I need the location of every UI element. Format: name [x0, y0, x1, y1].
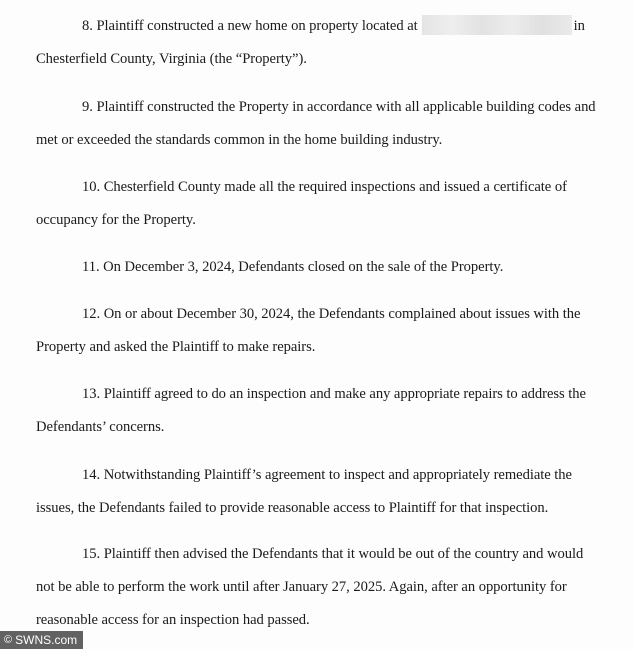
- paragraph-line: Property and asked the Plaintiff to make repairs.: [36, 339, 316, 355]
- paragraph-9: [36, 91, 611, 157]
- paragraph-line: not be able to perform the work until after January 27, 2025. Again, after an opportunity for: [36, 579, 567, 595]
- paragraph-8: [36, 10, 611, 76]
- paragraph-line: 13. Plaintiff agreed to do an inspection and make any appropriate repairs to address the: [82, 386, 586, 402]
- redacted-address: [422, 15, 572, 35]
- swns-watermark: [0, 631, 83, 649]
- paragraph-line: 12. On or about December 30, 2024, the Defendants complained about issues with the: [82, 306, 581, 322]
- paragraph-line: 14. Notwithstanding Plaintiff’s agreement to inspect and appropriately remediate the: [82, 467, 572, 483]
- paragraph-line: 10. Chesterfield County made all the required inspections and issued a certificate of: [82, 179, 567, 195]
- paragraph-13: [36, 378, 611, 444]
- paragraph-line: Chesterfield County, Virginia (the “Property”).: [36, 51, 307, 67]
- paragraph-14: [36, 459, 611, 525]
- paragraph-line: [36, 10, 611, 43]
- paragraph-10: [36, 171, 611, 237]
- watermark-text: SWNS.com: [15, 633, 78, 647]
- paragraph-15: [36, 538, 611, 637]
- paragraph-line: 11. On December 3, 2024, Defendants closed on the sale of the Property.: [82, 259, 504, 275]
- paragraph-line: Defendants’ concerns.: [36, 419, 165, 435]
- copyright-icon: ©: [4, 634, 13, 646]
- paragraph-line: met or exceeded the standards common in the home building industry.: [36, 132, 443, 148]
- paragraph-line: 15. Plaintiff then advised the Defendants that it would be out of the country and would: [82, 546, 584, 562]
- paragraph-line: issues, the Defendants failed to provide reasonable access to Plaintiff for that inspection.: [36, 500, 549, 516]
- paragraph-line: occupancy for the Property.: [36, 212, 196, 228]
- paragraph-line: reasonable access for an inspection had passed.: [36, 612, 310, 628]
- paragraph-12: [36, 298, 611, 364]
- paragraph-line: 9. Plaintiff constructed the Property in accordance with all applicable building codes and: [82, 99, 596, 115]
- paragraph-text: 8. Plaintiff constructed a new home on property located at: [82, 18, 418, 34]
- paragraph-text: in: [573, 18, 585, 34]
- paragraph-11: [36, 251, 611, 284]
